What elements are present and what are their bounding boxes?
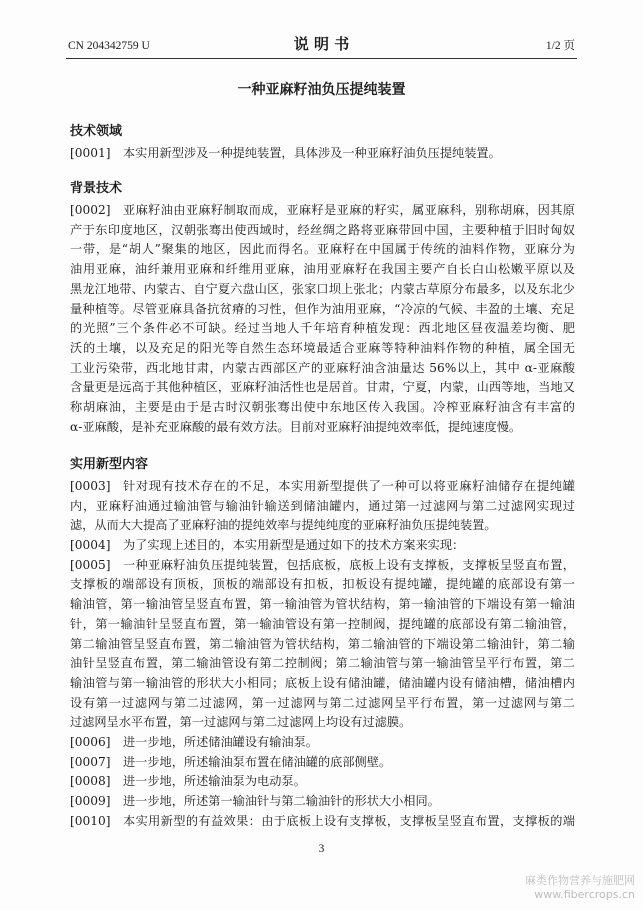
publication-number: CN 204342759 U <box>68 40 150 52</box>
paragraph-line: 称胡麻油，主要是由于是古时汉朝张骞出使中东地区传入我国。冷榨亚麻籽油含有丰富的 <box>70 399 575 414</box>
document-title: 一种亚麻籽油负压提纯装置 <box>237 82 406 98</box>
section-heading: 背景技术 <box>70 181 123 197</box>
paragraph-line: 油用亚麻，油纤兼用亚麻和纤维用亚麻，油用亚麻籽在我国主要产自长白山松嫩平原以及 <box>70 262 575 277</box>
paragraph-line: 的光照”三个条件必不可缺。经过当地人千年培育种植发现：西北地区昼夜温差均衡、肥 <box>70 321 575 336</box>
paragraph-number: [0002] <box>70 203 111 218</box>
watermark-url: www.fibercrops.cn <box>534 888 635 901</box>
paragraph-text: 进一步地，所述输油泵布置在储油罐的底部侧壁。 <box>123 754 392 769</box>
section-background <box>70 179 575 437</box>
watermark-site-name: 麻类作物营养与施肥网 <box>525 874 635 887</box>
paragraph-0002 <box>70 201 575 437</box>
paragraph-line <box>70 477 575 497</box>
paragraph-line: 油针呈竖直布置，第二输油管设有第二控制阀；第二输油管与第一输油管呈平行布置，第二 <box>70 656 575 671</box>
paragraph-line: 内，亚麻籽油通过输油管与输油针输送到储油罐内，通过第一过滤网与第二过滤网实现过 <box>70 498 575 513</box>
paragraph-line <box>70 201 575 221</box>
paragraph-0001 <box>70 144 575 164</box>
paragraph-line: 设有第一过滤网与第二过滤网，第一过滤网与第二过滤网呈平行布置，第一过滤网与第二 <box>70 695 575 710</box>
page-indicator: 1/2 页 <box>545 40 575 52</box>
header-divider <box>66 58 577 59</box>
section-utility-model-content <box>70 455 575 831</box>
section-heading: 实用新型内容 <box>70 457 149 473</box>
document-type: 说 明 书 <box>293 35 350 53</box>
paragraph-0005 <box>70 556 575 733</box>
paragraph-line <box>70 144 575 164</box>
paragraph-number: [0003] <box>70 479 111 493</box>
paragraph-number: [0007] <box>70 754 111 769</box>
paragraph-0003 <box>70 477 575 536</box>
paragraph-line: 含量更是远高于其他种植区，亚麻籽油活性也是居首。甘肃，宁夏，内蒙，山西等地，当地又 <box>70 380 575 395</box>
paragraph-line: 输油管与第一输油管的形状大小相同；底板上设有储油罐，储油罐内设有储油槽，储油槽内 <box>70 675 575 690</box>
paragraph-number: [0008] <box>70 774 111 789</box>
paragraph-0008 <box>70 772 575 792</box>
watermark <box>525 874 635 902</box>
paragraph-number: [0004] <box>70 538 111 553</box>
paragraph-number: [0005] <box>70 557 111 572</box>
paragraph-line: 量种植等。尽管亚麻具备抗贫瘠的习性，但作为油用亚麻，“冷凉的气候、丰盈的土壤、充足 <box>70 301 575 316</box>
paragraph-text: 为了实现上述目的，本实用新型是通过如下的技术方案来实现： <box>123 538 465 553</box>
paragraph-line: 输油管，第一输油管呈竖直布置，第一输油管为管状结构，第一输油管的下端设有第一输油 <box>70 597 575 612</box>
paragraph-line: 针，第一输油针呈竖直布置，第一输油管设有第一控制阀，提纯罐的底部设有第二输油管， <box>70 616 575 631</box>
paragraph-line: 支撑板的端部设有顶板，顶板的端部设有扣板，扣板设有提纯罐，提纯罐的底部设有第一 <box>70 577 575 592</box>
paragraph-line: 产于东印度地区，汉朝张骞出使西域时，经丝绸之路将亚麻带回中国，主要种植于旧时匈奴 <box>70 222 575 237</box>
paragraph-0004 <box>70 536 575 556</box>
paragraph-line <box>70 536 575 556</box>
paragraph-text: 进一步地，所述输油泵为电动泵。 <box>123 774 306 789</box>
paragraph-text: 本实用新型的有益效果：由于底板上设有支撑板，支撑板呈竖直布置，支撑板的端 <box>123 813 575 828</box>
paragraph-0009 <box>70 792 575 812</box>
paragraph-line: 黑龙江地带、内蒙古、自宁夏六盘山区，张家口坝上张北；内蒙古草原分布最多，以及东北少 <box>70 281 575 296</box>
paragraph-line: α-亚麻酸，是补充亚麻酸的最有效方法。目前对亚麻籽油提纯效率低，提纯速度慢。 <box>70 419 522 434</box>
paragraph-text: 本实用新型涉及一种提纯装置，具体涉及一种亚麻籽油负压提纯装置。 <box>123 145 501 160</box>
paragraph-line: 第二输油管呈竖直布置，第二输油管为管状结构，第二输油管的下端设第二输油针，第二输 <box>70 636 575 651</box>
paragraph-number: [0009] <box>70 794 111 808</box>
paragraph-number: [0001] <box>70 145 111 160</box>
paragraph-line <box>70 753 575 773</box>
paragraph-line: 沃的土壤，以及充足的阳光等自然生态环境最适合亚麻等特种油料作物的种植，属全国无 <box>70 340 575 355</box>
paragraph-number: [0010] <box>70 813 111 828</box>
document-body <box>70 122 575 831</box>
paragraph-line: 过滤网呈水平布置，第一过滤网与第二过滤网上均设有过滤膜。 <box>70 715 412 730</box>
paragraph-line <box>70 556 575 576</box>
paragraph-line <box>70 792 575 812</box>
paragraph-line <box>70 733 575 753</box>
paragraph-text: 进一步地，所述储油罐设有输油泵。 <box>123 734 318 749</box>
paragraph-0006 <box>70 733 575 753</box>
paragraph-text: 进一步地，所述第一输油针与第二输油针的形状大小相同。 <box>123 794 440 808</box>
paragraph-line <box>70 812 575 832</box>
paragraph-text: 亚麻籽油由亚麻籽制取而成，亚麻籽是亚麻的籽实，属亚麻科，别称胡麻，因其原 <box>123 203 575 218</box>
paragraph-text: 针对现有技术存在的不足，本实用新型提供了一种可以将亚麻籽油储存在提纯罐 <box>123 479 575 493</box>
paragraph-0007 <box>70 753 575 773</box>
section-technical-field <box>70 122 575 163</box>
page-number: 3 <box>318 843 325 855</box>
paragraph-line <box>70 772 575 792</box>
section-heading: 技术领域 <box>70 124 123 139</box>
paragraph-line: 工业污染带，西北地甘肃，内蒙古西部区产的亚麻籽油含油量达 56%以上，其中 α-亚麻酸 <box>70 360 575 375</box>
paragraph-text: 一种亚麻籽油负压提纯装置，包括底板，底板上设有支撑板，支撑板呈竖直布置， <box>123 557 575 572</box>
paragraph-number: [0006] <box>70 734 111 749</box>
paragraph-line: 一带，是“胡人”聚集的地区，因此而得名。亚麻籽在中国属于传统的油料作物，亚麻分为 <box>70 242 575 257</box>
paragraph-line: 滤，从而大大提高了亚麻籽油的提纯效率与提纯纯度的亚麻籽油负压提纯装置。 <box>70 518 497 533</box>
paragraph-0010 <box>70 812 575 832</box>
